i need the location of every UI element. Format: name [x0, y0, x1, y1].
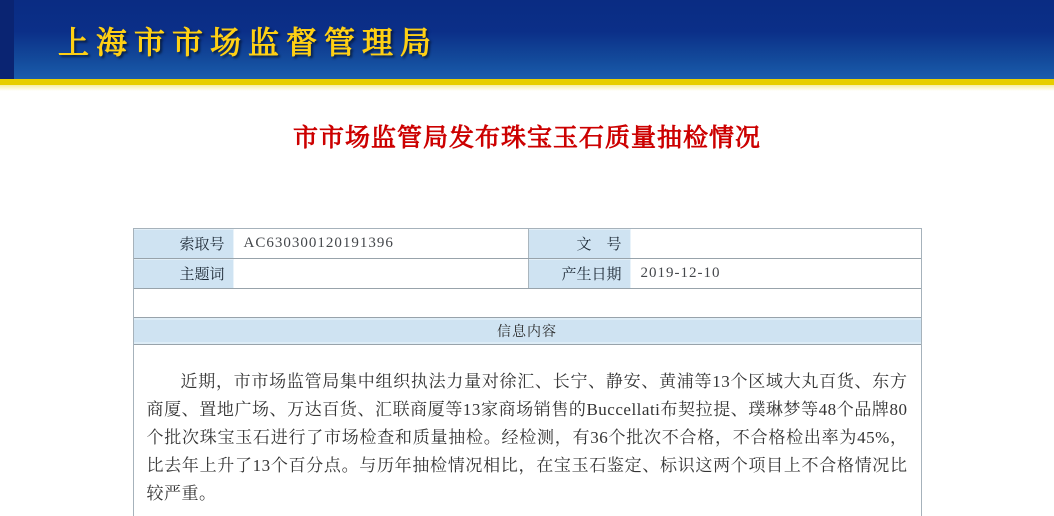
- banner-left-edge: [0, 0, 14, 79]
- document-meta-table: [133, 228, 922, 516]
- issue-date-value: 2019-12-10: [640, 265, 721, 281]
- info-content-body: [134, 345, 921, 516]
- banner-yellow-divider-fade: [0, 85, 1054, 91]
- issue-date-label: 产生日期: [528, 259, 631, 288]
- index-number-value: AC630300120191396: [243, 235, 394, 251]
- document-number-label: 文 号: [528, 229, 631, 258]
- index-number-label: 索取号: [134, 229, 234, 258]
- meta-row-1: [134, 229, 921, 259]
- document-number-value: [631, 229, 921, 258]
- meta-row-2: [134, 259, 921, 289]
- site-header-banner: [0, 0, 1054, 79]
- site-title: 上海市市场监督管理局: [58, 25, 438, 60]
- page-title: 市市场监管局发布珠宝玉石质量抽检情况: [292, 125, 761, 152]
- subject-words-label: 主题词: [134, 259, 234, 288]
- notice-paragraph: 近期，市市场监管局集中组织执法力量对徐汇、长宁、静安、黄浦等13个区域大丸百货、东方商厦、置地广场、万达百货、汇联商厦等13家商场销售的Buccellati布契拉提、璞琳梦等48个品牌80个批次珠宝玉石进行了市场检查和质量抽检。经检测，有36个批次不合格，不合格检出率为45%，比去年上升了13个百分点。与历年抽检情况相比，在宝玉石鉴定、标识这两个项目上不合格情况比较严重。: [146, 372, 908, 503]
- empty-spacer-row: [134, 289, 921, 318]
- subject-words-value: [234, 259, 528, 288]
- info-content-section-header: 信息内容: [134, 318, 921, 345]
